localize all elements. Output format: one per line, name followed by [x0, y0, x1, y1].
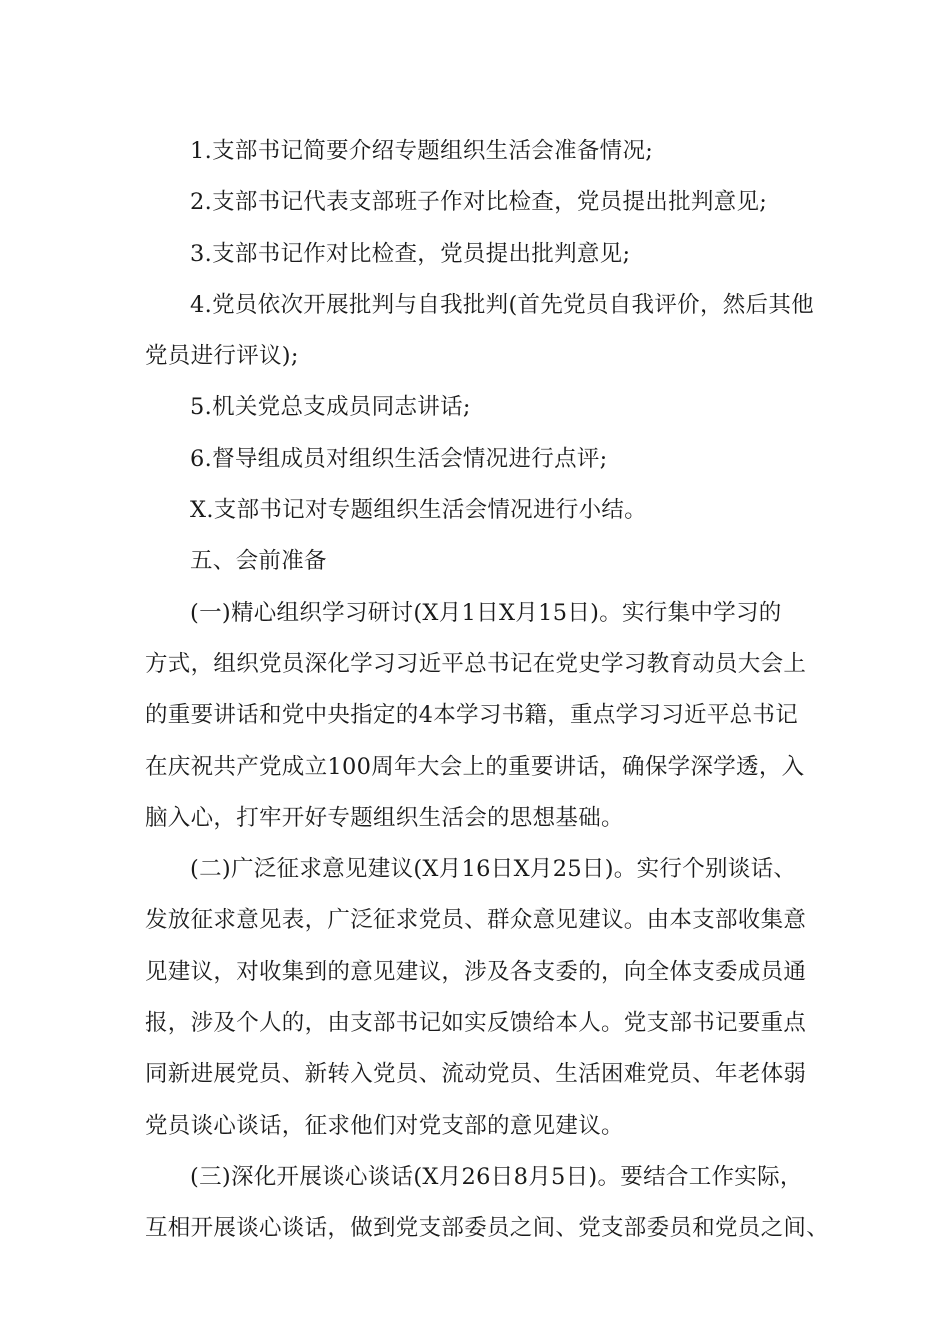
paragraph-line: 互相开展谈心谈话，做到党支部委员之间、党支部委员和党员之间、	[145, 1215, 830, 1242]
list-item-7: X.支部书记对专题组织生活会情况进行小结。	[190, 497, 647, 524]
paragraph-line: 脑入心，打牢开好专题组织生活会的思想基础。	[145, 804, 624, 831]
section-heading: 五、会前准备	[190, 548, 327, 575]
list-item-2: 2.支部书记代表支部班子作对比检查，党员提出批判意见;	[190, 189, 768, 216]
document-page	[145, 126, 830, 1255]
paragraph-line: 同新进展党员、新转入党员、流动党员、生活困难党员、年老体弱	[145, 1061, 807, 1088]
paragraph-line: 见建议，对收集到的意见建议，涉及各支委的，向全体支委成员通	[145, 958, 807, 985]
paragraph-line: 的重要讲话和党中央指定的4本学习书籍，重点学习习近平总书记	[145, 702, 799, 729]
paragraph-line: (三)深化开展谈心谈话(X月26日8月5日)。要结合工作实际，	[190, 1163, 803, 1190]
paragraph-line: 方式，组织党员深化学习习近平总书记在党史学习教育动员大会上	[145, 650, 807, 677]
list-item-4-continued: 党员进行评议);	[145, 343, 299, 370]
list-item-5: 5.机关党总支成员同志讲话;	[190, 394, 471, 421]
paragraph-line: (二)广泛征求意见建议(X月16日X月25日)。实行个别谈话、	[190, 856, 797, 883]
list-item-1: 1.支部书记简要介绍专题组织生活会准备情况;	[190, 138, 654, 164]
paragraph-line: 党员谈心谈话，征求他们对党支部的意见建议。	[145, 1112, 624, 1139]
paragraph-line: 在庆祝共产党成立100周年大会上的重要讲话，确保学深学透，入	[145, 753, 805, 780]
list-item-4: 4.党员依次开展批判与自我批判(首先党员自我评价，然后其他	[190, 291, 814, 318]
paragraph-line: (一)精心组织学习研讨(X月1日X月15日)。实行集中学习的	[190, 599, 782, 626]
list-item-6: 6.督导组成员对组织生活会情况进行点评;	[190, 445, 608, 472]
paragraph-line: 报，涉及个人的，由支部书记如实反馈给本人。党支部书记要重点	[145, 1010, 807, 1037]
list-item-3: 3.支部书记作对比检查，党员提出批判意见;	[190, 240, 631, 267]
paragraph-line: 发放征求意见表，广泛征求党员、群众意见建议。由本支部收集意	[145, 907, 807, 934]
